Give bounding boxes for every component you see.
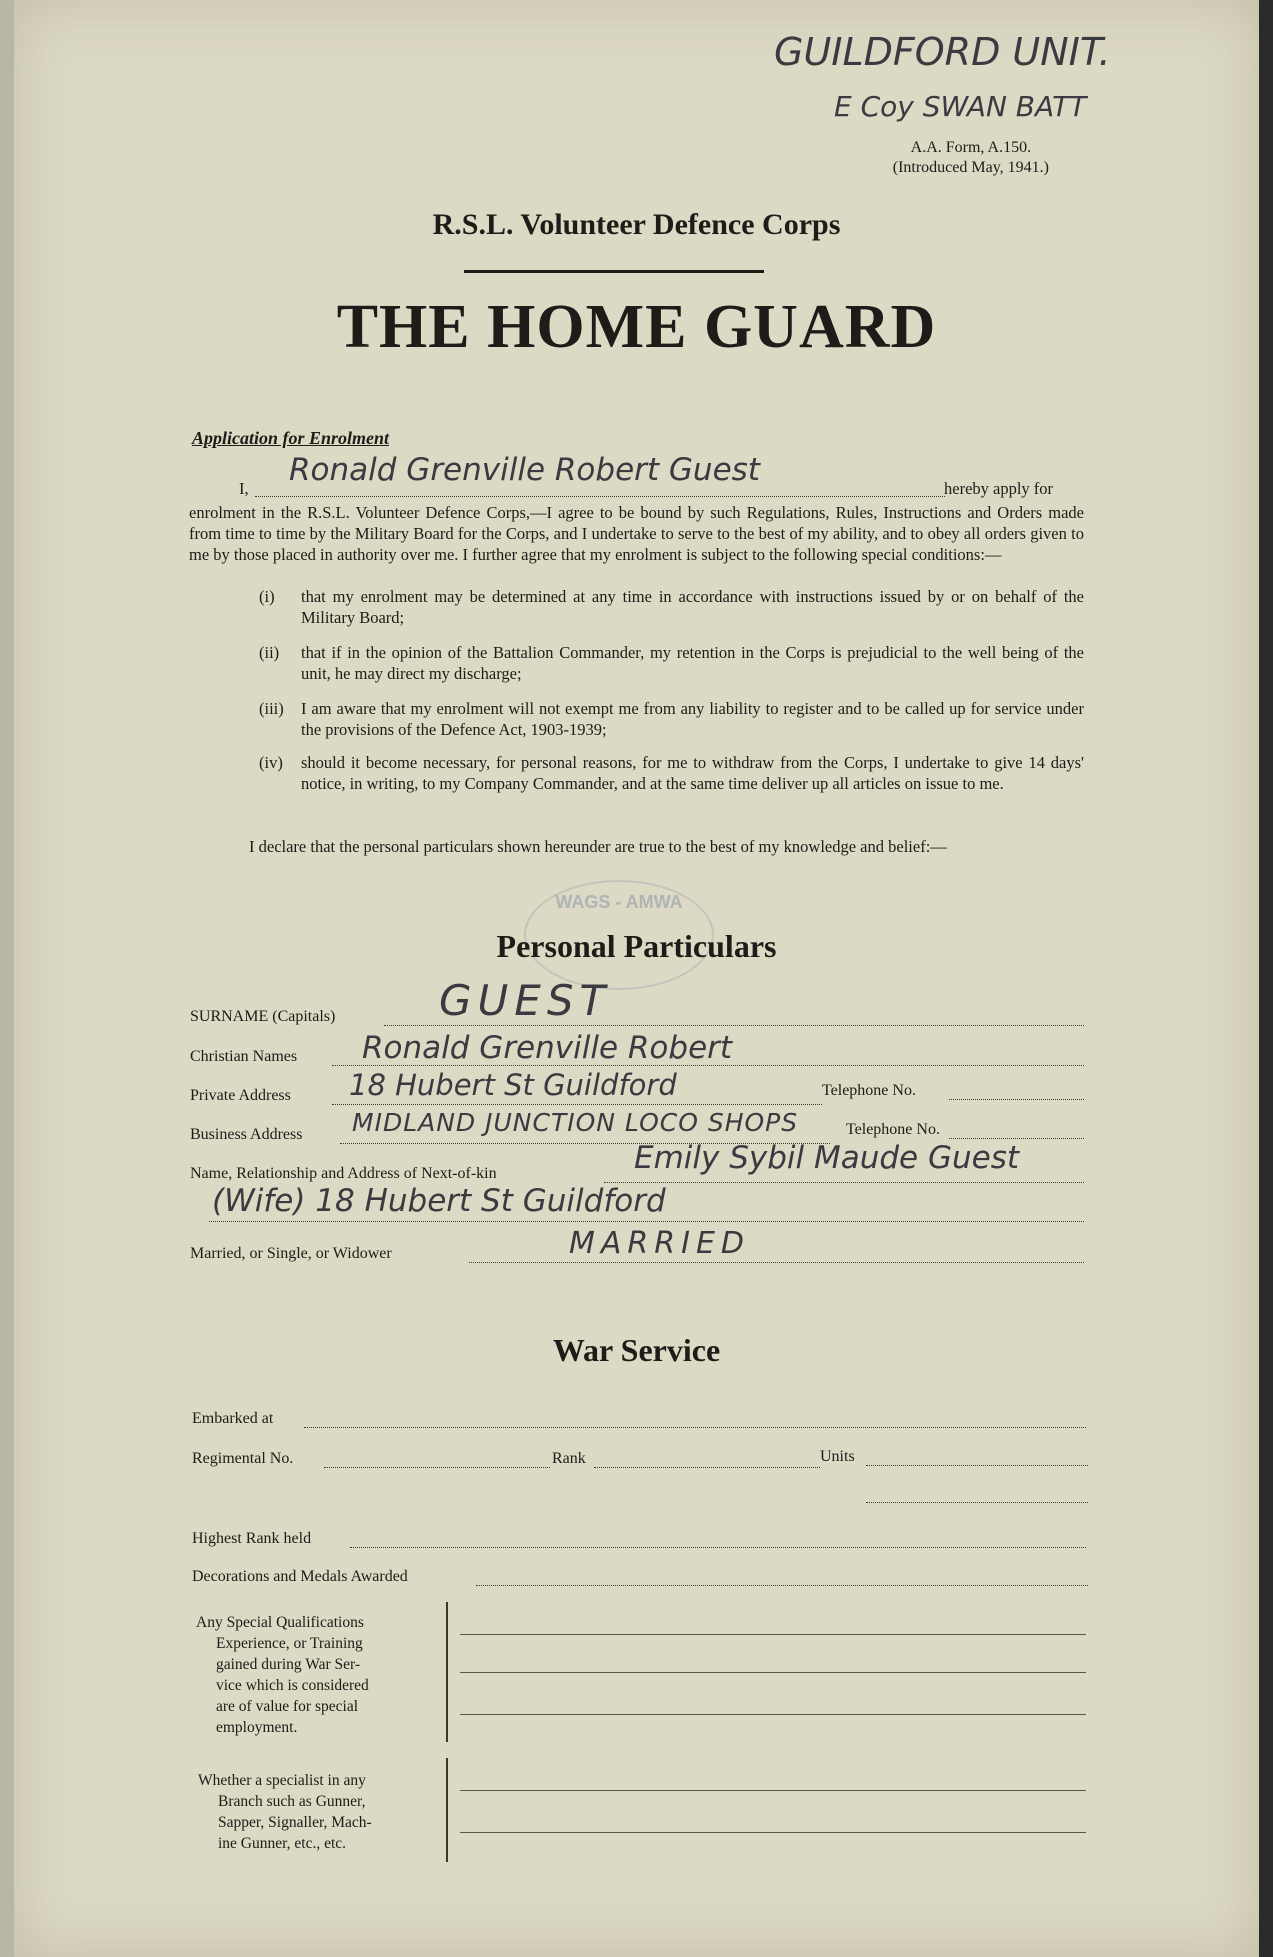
- declaration-body: enrolment in the R.S.L. Volunteer Defence Corps,—I agree to be bound by such Regulations, Rules, Instructions and Orders made from time to time by the Military Board for the Corps, and I undertake to serve to the best of my ability, and to obey all orders given to me by those placed in authority over me. I further agree that my enrolment is subject to the following special conditions:—: [189, 503, 1084, 564]
- declaration-suffix: hereby apply for: [944, 479, 1054, 498]
- qualifications-label-line: vice which is considered: [216, 1677, 369, 1694]
- surname-field-line: [384, 1025, 1084, 1026]
- next-of-kin-field-line-2: [209, 1221, 1084, 1222]
- rank-label: Rank: [552, 1450, 586, 1467]
- specialist-field-line: [460, 1790, 1086, 1791]
- regimental-no-field-line: [324, 1467, 550, 1468]
- christian-names-value: Ronald Grenville Robert: [362, 1030, 733, 1066]
- christian-names-label: Christian Names: [190, 1048, 298, 1065]
- qualifications-bracket: [446, 1602, 448, 1742]
- regimental-no-label: Regimental No.: [192, 1450, 294, 1467]
- next-of-kin-value-1: Emily Sybil Maude Guest: [634, 1140, 1020, 1176]
- units-field-line: [866, 1465, 1088, 1466]
- marital-status-value: MARRIED: [569, 1226, 750, 1261]
- units-label: Units: [820, 1448, 855, 1465]
- condition-text: should it become necessary, for personal reasons, for me to withdraw from the Corps, I undertake to give 14 days' notice, in writing, to my Company Commander, and at the same time deliver up all articles on issue to me.: [301, 753, 1084, 793]
- condition-number: (iii): [259, 699, 284, 718]
- archive-stamp: WAGS - AMWA: [524, 880, 714, 990]
- decorations-field-line: [476, 1585, 1088, 1586]
- specialist-label-line: Whether a specialist in any: [198, 1772, 366, 1789]
- next-of-kin-field-line: [604, 1182, 1084, 1183]
- condition-text: that if in the opinion of the Battalion Commander, my retention in the Corps is prejudicial to the well being of the unit, he may direct my discharge;: [301, 643, 1084, 683]
- private-address-label: Private Address: [190, 1087, 291, 1104]
- qualifications-label: [196, 1612, 436, 1738]
- war-service-heading: War Service: [552, 1332, 721, 1368]
- business-address-label: Business Address: [190, 1126, 303, 1143]
- surname-label: SURNAME (Capitals): [190, 1008, 336, 1025]
- personal-particulars-heading: Personal Particulars: [496, 928, 777, 964]
- qualifications-field-line: [460, 1714, 1086, 1715]
- marital-status-field-line: [469, 1262, 1084, 1263]
- condition-item: [259, 642, 1084, 684]
- declaration-name-line: [239, 452, 1074, 502]
- application-heading: Application for Enrolment: [192, 428, 390, 448]
- rank-field-line: [594, 1467, 820, 1468]
- form-number-line1: A.A. Form, A.150.: [910, 139, 1032, 156]
- form-number-line2: (Introduced May, 1941.): [892, 159, 1049, 176]
- specialist-label-line: ine Gunner, etc., etc.: [218, 1835, 347, 1852]
- condition-number: (iv): [259, 753, 283, 772]
- main-title: THE HOME GUARD: [336, 293, 937, 361]
- units-field-line-2: [866, 1502, 1088, 1503]
- private-address-value: 18 Hubert St Guildford: [349, 1068, 677, 1102]
- condition-number: (ii): [259, 643, 280, 662]
- embarked-label: Embarked at: [192, 1410, 274, 1427]
- title-rule: [464, 270, 764, 273]
- next-of-kin-label: Name, Relationship and Address of Next-of-kin: [190, 1165, 497, 1182]
- specialist-label-line: Sapper, Signaller, Mach-: [218, 1814, 372, 1831]
- condition-text: I am aware that my enrolment will not exempt me from any liability to register and to be called up for service under the provisions of the Defence Act, 1903-1939;: [301, 699, 1084, 739]
- unit-annotation-line1: GUILDFORD UNIT.: [774, 30, 1111, 74]
- specialist-label: [198, 1770, 438, 1854]
- business-telephone-label: Telephone No.: [842, 1121, 940, 1139]
- business-telephone-field-line: [949, 1138, 1084, 1139]
- embarked-field-line: [304, 1427, 1086, 1428]
- private-address-field-line: [332, 1104, 822, 1105]
- telephone-label: Telephone No.: [822, 1082, 916, 1099]
- specialist-bracket: [446, 1758, 448, 1862]
- qualifications-field-line: [460, 1634, 1086, 1635]
- corps-title: R.S.L. Volunteer Defence Corps: [432, 208, 841, 241]
- qualifications-label-line: are of value for special: [216, 1698, 359, 1715]
- next-of-kin-value-2: (Wife) 18 Hubert St Guildford: [212, 1183, 666, 1219]
- applicant-name: Ronald Grenville Robert Guest: [289, 452, 760, 488]
- highest-rank-field-line: [350, 1547, 1086, 1548]
- form-number: [893, 138, 1049, 178]
- qualifications-label-line: Any Special Qualifications: [196, 1614, 364, 1631]
- page-edge: [0, 0, 14, 1957]
- condition-text: that my enrolment may be determined at any time in accordance with instructions issued by or on behalf of the Military Board;: [301, 587, 1084, 627]
- qualifications-label-line: Experience, or Training: [216, 1635, 363, 1652]
- surname-value: GUEST: [439, 976, 612, 1025]
- specialist-label-line: Branch such as Gunner,: [218, 1793, 366, 1810]
- qualifications-label-line: employment.: [216, 1719, 298, 1736]
- specialist-field-line: [460, 1832, 1086, 1833]
- enrolment-form-sheet: [14, 0, 1259, 1957]
- applicant-name-line: [255, 496, 945, 497]
- belief-statement: I declare that the personal particulars shown hereunder are true to the best of my knowledge and belief:—: [249, 837, 947, 856]
- condition-item: [259, 698, 1084, 740]
- unit-annotation-line2: E Coy SWAN BATT: [834, 90, 1087, 123]
- qualifications-field-line: [460, 1672, 1086, 1673]
- declaration-prefix: I,: [239, 479, 249, 498]
- qualifications-label-line: gained during War Ser-: [216, 1656, 361, 1673]
- condition-item: [259, 586, 1084, 628]
- condition-number: (i): [259, 587, 275, 606]
- decorations-label: Decorations and Medals Awarded: [192, 1568, 408, 1585]
- condition-item: [259, 752, 1084, 794]
- highest-rank-label: Highest Rank held: [192, 1530, 312, 1547]
- marital-status-label: Married, or Single, or Widower: [190, 1245, 392, 1262]
- business-address-value: MIDLAND JUNCTION LOCO SHOPS: [352, 1108, 799, 1137]
- telephone-field-line: [949, 1099, 1084, 1100]
